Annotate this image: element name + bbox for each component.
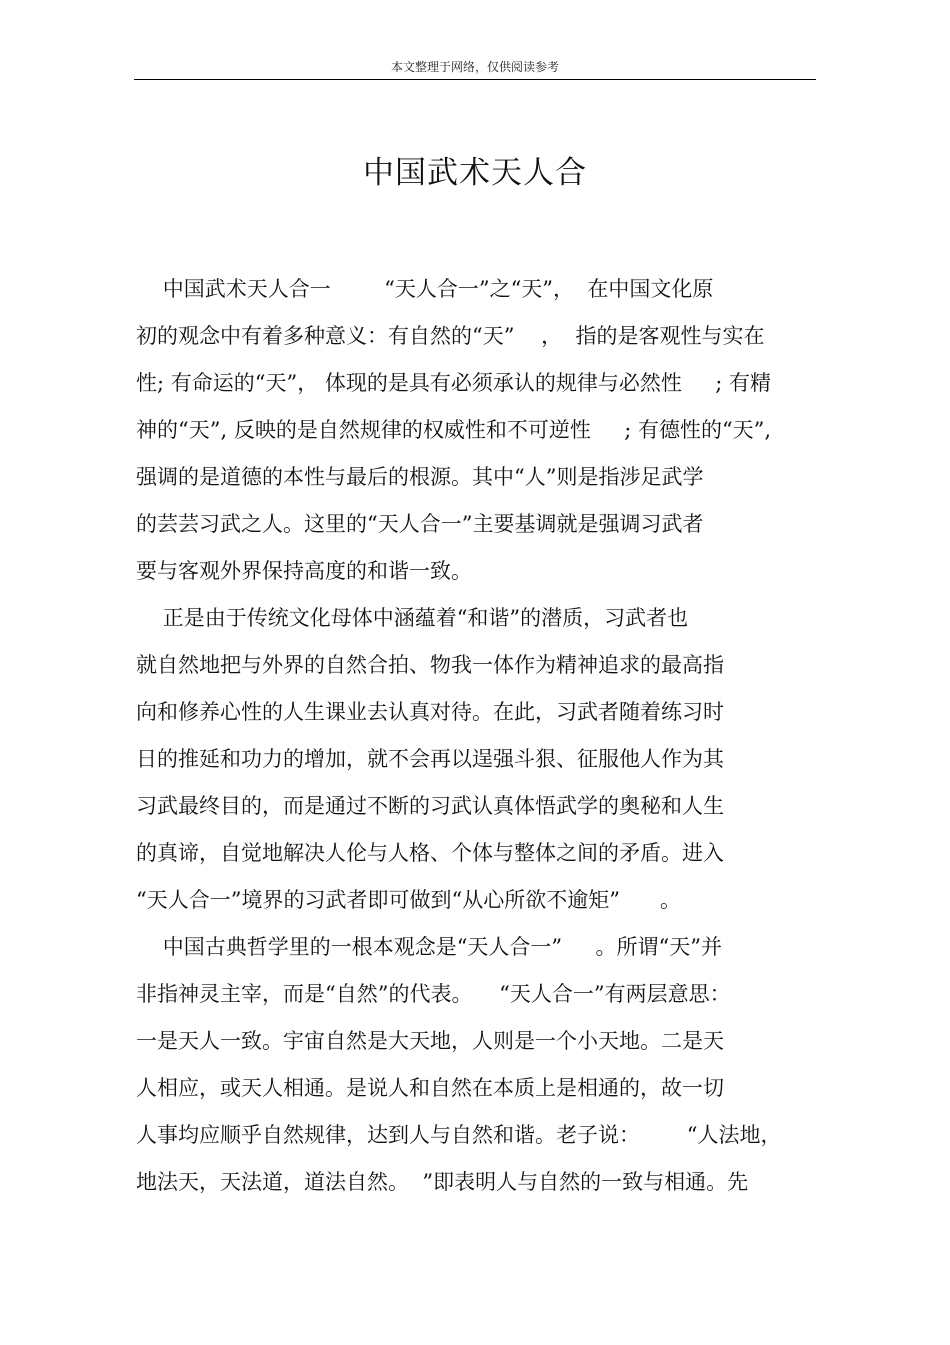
body-line: 中国武术天人合一 “天人合一”之“天”， 在中国文化原 (136, 277, 714, 301)
body-line: 非指神灵主宰，而是“自然”的代表。 “天人合一”有两层意思： (136, 982, 731, 1006)
body-line: 就自然地把与外界的自然合拍、物我一体作为精神追求的最高指 (136, 653, 724, 677)
body-line: 的芸芸习武之人。这里的“天人合一”主要基调就是强调习武者 (136, 512, 704, 536)
document-title: 中国武术天人合 (363, 155, 587, 191)
header-note: 本文整理于网络，仅供阅读参考 (390, 60, 559, 74)
body-line: 习武最终目的，而是通过不断的习武认真体悟武学的奥秘和人生 (136, 794, 724, 818)
body-line: 正是由于传统文化母体中涵蕴着“和谐”的潜质，习武者也 (136, 606, 689, 630)
body-line: 要与客观外界保持高度的和谐一致。 (136, 559, 472, 583)
body-line: 性; 有命运的“天”， 体现的是具有必须承认的规律与必然性 ; 有精 (136, 371, 772, 395)
body-line: 的真谛，自觉地解决人伦与人格、个体与整体之间的矛盾。进入 (136, 841, 724, 865)
body-line: 初的观念中有着多种意义：有自然的“天” ， 指的是客观性与实在 (136, 324, 765, 348)
body-line: 强调的是道德的本性与最后的根源。其中“人”则是指涉足武学 (136, 465, 704, 489)
body-line: 地法天，天法道，道法自然。 ”即表明人与自然的一致与相通。先 (136, 1170, 749, 1194)
body-line: “天人合一”境界的习武者即可做到“从心所欲不逾矩” 。 (136, 888, 681, 912)
body-line: 向和修养心性的人生课业去认真对待。在此，习武者随着练习时 (136, 700, 724, 724)
body-line: 人相应，或天人相通。是说人和自然在本质上是相通的，故一切 (136, 1076, 724, 1100)
header-divider (134, 79, 816, 80)
body-line: 神的“天”, 反映的是自然规律的权威性和不可逆性 ; 有德性的“天”, (136, 418, 772, 442)
body-line: 日的推延和功力的增加，就不会再以逞强斗狠、征服他人作为其 (136, 747, 724, 771)
document-body (136, 266, 836, 1206)
body-line: 人事均应顺乎自然规律，达到人与自然和谐。老子说： “人法地， (136, 1123, 782, 1147)
body-line: 中国古典哲学里的一根本观念是“天人合一” 。所谓“天”并 (136, 935, 723, 959)
body-line: 一是天人一致。宇宙自然是大天地，人则是一个小天地。二是天 (136, 1029, 724, 1053)
